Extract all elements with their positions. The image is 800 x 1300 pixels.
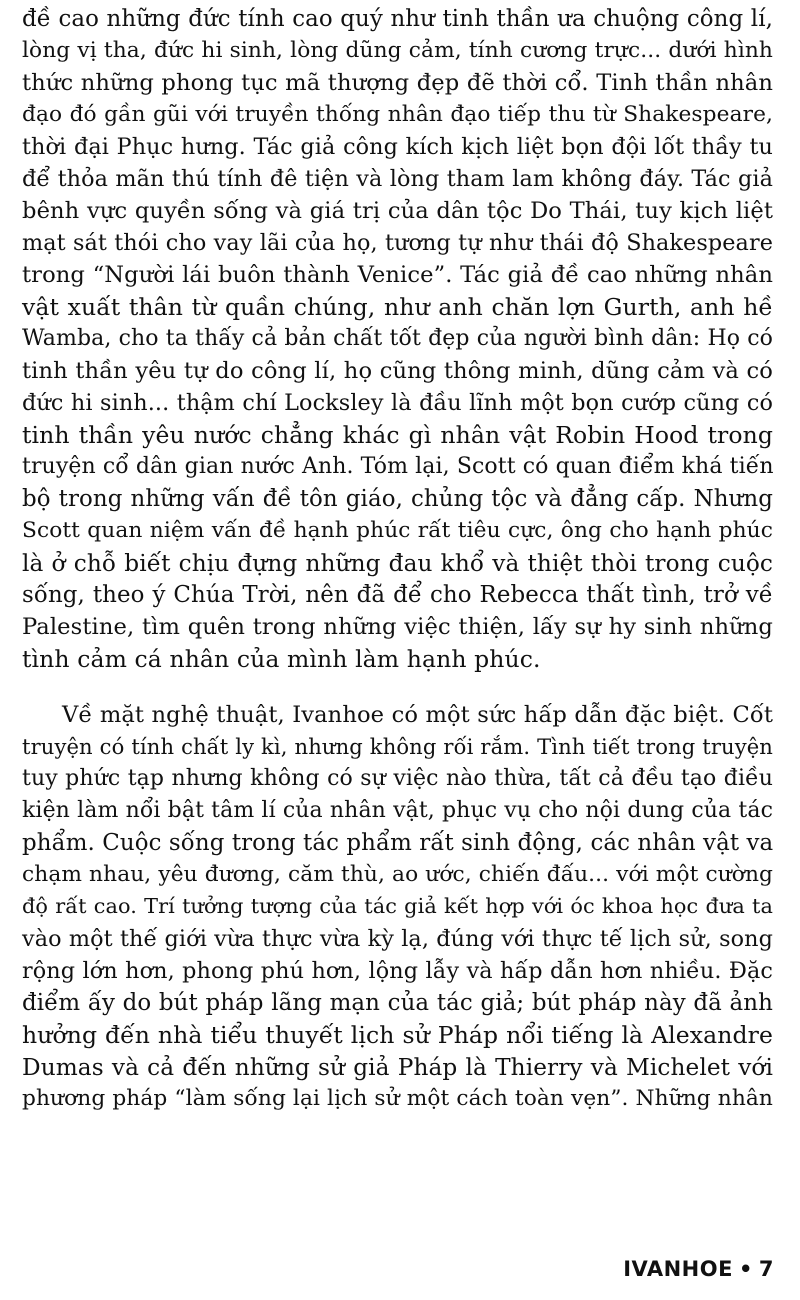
text-line: là ở chỗ biết chịu đựng những đau khổ và thiệt thòi trong cuộc	[22, 550, 773, 577]
text-line: sống, theo ý Chúa Trời, nên đã để cho Rebecca thất tình, trở về	[22, 582, 773, 608]
text-line: thời đại Phục hưng. Tác giả công kích kịch liệt bọn đội lốt thầy tu	[22, 134, 773, 160]
text-line: truyện cổ dân gian nước Anh. Tóm lại, Scott có quan điểm khá tiến	[22, 454, 774, 479]
text-line: Scott quan niệm vấn đề hạnh phúc rất tiêu cực, ông cho hạnh phúc	[22, 518, 773, 543]
text-line: tình cảm cá nhân của mình làm hạnh phúc.	[22, 645, 541, 673]
footer-separator: •	[738, 1257, 753, 1281]
text-line: thức những phong tục mã thượng đẹp đẽ thời cổ. Tinh thần nhân	[22, 70, 773, 96]
running-title: IVANHOE	[623, 1257, 733, 1281]
text-line: tinh thần yêu nước chẳng khác gì nhân vật Robin Hood trong	[22, 421, 773, 449]
text-line: chạm nhau, yêu đương, căm thù, ao ước, chiến đấu... với một cường	[22, 862, 773, 887]
text-line: Wamba, cho ta thấy cả bản chất tốt đẹp của người bình dân: Họ có	[22, 326, 773, 351]
text-line: truyện có tính chất ly kì, nhưng không rối rắm. Tình tiết trong truyện	[22, 734, 773, 759]
text-line: trong “Người lái buôn thành Venice”. Tác giả đề cao những nhân	[22, 262, 773, 288]
text-line: đạo đó gần gũi với truyền thống nhân đạo tiếp thu từ Shakespeare,	[22, 102, 773, 127]
text-line: tinh thần yêu tự do công lí, họ cũng thông minh, dũng cảm và có	[22, 358, 773, 384]
text-line: phẩm. Cuộc sống trong tác phẩm rất sinh động, các nhân vật va	[22, 830, 774, 856]
text-line: để thỏa mãn thú tính đê tiện và lòng tham lam không đáy. Tác giả	[22, 166, 773, 192]
text-line: độ rất cao. Trí tưởng tượng của tác giả kết hợp với óc khoa học đưa ta	[22, 894, 773, 918]
text-line: rộng lớn hơn, phong phú hơn, lộng lẫy và hấp dẫn hơn nhiều. Đặc	[22, 958, 773, 984]
text-line: Về mặt nghệ thuật, Ivanhoe có một sức hấp dẫn đặc biệt. Cốt	[62, 702, 773, 728]
text-line: kiện làm nổi bật tâm lí của nhân vật, phục vụ cho nội dung của tác	[22, 798, 773, 823]
text-line: lòng vị tha, đức hi sinh, lòng dũng cảm, tính cương trực... dưới hình	[22, 38, 773, 63]
text-line: bộ trong những vấn đề tôn giáo, chủng tộc và đẳng cấp. Nhưng	[22, 486, 773, 512]
text-line: hưởng đến nhà tiểu thuyết lịch sử Pháp nổi tiếng là Alexandre	[22, 1021, 773, 1049]
text-line: đề cao những đức tính cao quý như tinh thần ưa chuộng công lí,	[22, 6, 773, 32]
text-line: điểm ấy do bút pháp lãng mạn của tác giả; bút pháp này đã ảnh	[22, 990, 773, 1016]
text-line: Dumas và cả đến những sử giả Pháp là Thierry và Michelet với	[22, 1054, 773, 1081]
text-line: mạt sát thói cho vay lãi của họ, tương tự như thái độ Shakespeare	[22, 230, 773, 256]
page-footer	[623, 1257, 774, 1281]
page-number: 7	[758, 1257, 774, 1281]
text-line: bênh vực quyền sống và giá trị của dân tộc Do Thái, tuy kịch liệt	[22, 198, 773, 224]
text-line: phương pháp “làm sống lại lịch sử một cách toàn vẹn”. Những nhân	[22, 1086, 773, 1111]
text-line: vật xuất thân từ quần chúng, như anh chăn lợn Gurth, anh hề	[22, 293, 773, 321]
text-line: Palestine, tìm quên trong những việc thiện, lấy sự hy sinh những	[22, 614, 773, 640]
text-line: tuy phức tạp nhưng không có sự việc nào thừa, tất cả đều tạo điều	[22, 766, 773, 791]
text-line: vào một thế giới vừa thực vừa kỳ lạ, đúng với thực tế lịch sử, song	[22, 926, 773, 952]
text-line: đức hi sinh... thậm chí Locksley là đầu lĩnh một bọn cướp cũng có	[22, 390, 773, 416]
